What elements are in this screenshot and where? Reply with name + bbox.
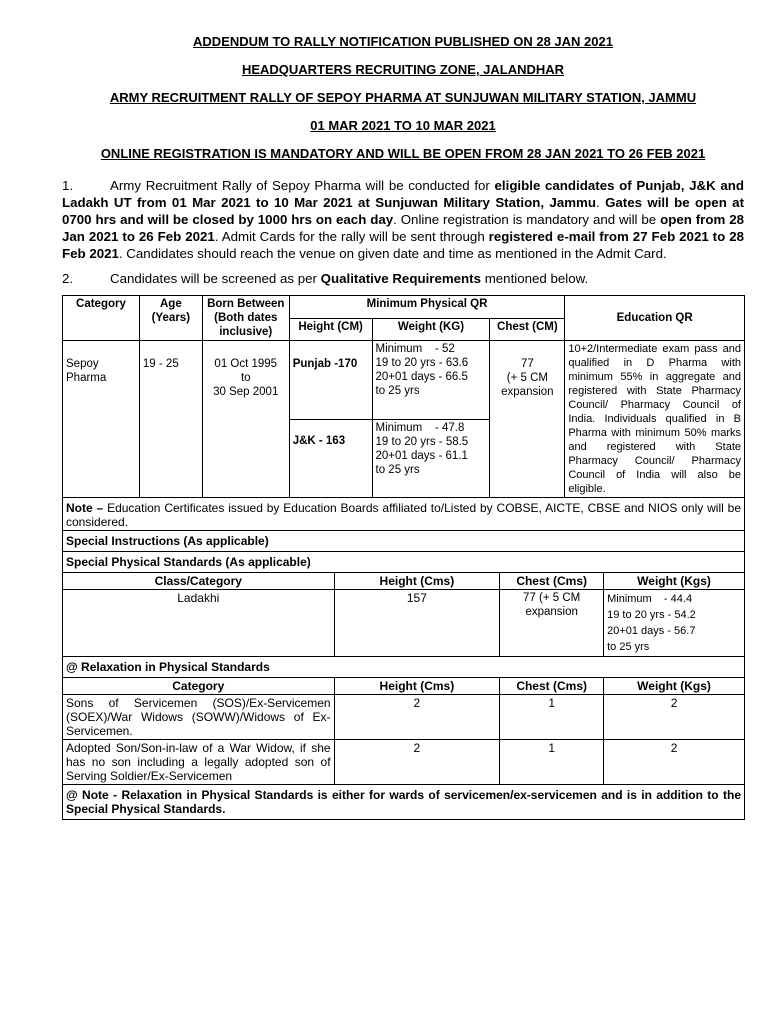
sp-header-class: Class/Category <box>63 573 335 590</box>
heading-registration: ONLINE REGISTRATION IS MANDATORY AND WILL BE OPEN FROM 28 JAN 2021 TO 26 FEB 2021 <box>100 146 706 161</box>
rx-header-weight: Weight (Kgs) <box>604 678 745 695</box>
sp-header-weight: Weight (Kgs) <box>604 573 745 590</box>
rx-cell-height: 2 <box>334 740 500 785</box>
cell-age: 19 - 25 <box>139 341 202 498</box>
cell-height-punjab: Punjab -170 <box>289 341 372 420</box>
special-standards-table <box>62 573 745 820</box>
header-weight: Weight (KG) <box>372 318 490 341</box>
sp-header-height: Height (Cms) <box>334 573 500 590</box>
special-instructions: Special Instructions (As applicable) <box>63 531 745 552</box>
rx-cell-chest: 1 <box>500 740 604 785</box>
sp-cell-chest: 77 (+ 5 CM expansion <box>500 590 604 657</box>
rx-cell-category: Adopted Son/Son-in-law of a War Widow, if she has no son including a legally adopted son of Serving Soldier/Ex-Servicemen <box>63 740 335 785</box>
document-page <box>62 30 744 820</box>
cell-height-jk: J&K - 163 <box>289 419 372 498</box>
cell-weight-jk: Minimum - 47.8 19 to 20 yrs - 58.5 20+01 days - 61.1 to 25 yrs <box>372 419 490 498</box>
sp-cell-weight: Minimum - 44.4 19 to 20 yrs - 54.2 20+01 days - 56.7 to 25 yrs <box>604 590 745 657</box>
rx-cell-category: Sons of Servicemen (SOS)/Ex-Servicemen (SOEX)/War Widows (SOWW)/Widows of Ex-Servicemen. <box>63 695 335 740</box>
rx-cell-weight: 2 <box>604 695 745 740</box>
sp-cell-height: 157 <box>334 590 500 657</box>
rx-header-height: Height (Cms) <box>334 678 500 695</box>
header-age: Age (Years) <box>139 296 202 341</box>
relaxation-title: @ Relaxation in Physical Standards <box>63 657 745 678</box>
header-education-qr: Education QR <box>565 296 745 341</box>
header-min-physical-qr: Minimum Physical QR <box>289 296 565 319</box>
rx-cell-chest: 1 <box>500 695 604 740</box>
cell-education: 10+2/Intermediate exam pass and qualified in D Pharma with minimum 55% in aggregate and registered with State Pharmacy Council/ Pharmacy Council of India. Individuals qualified in B Pharma with minimum 50% marks and registered with State Pharmacy Council/ Pharmacy Council of India will also be eligible. <box>565 341 745 498</box>
special-physical-standards: Special Physical Standards (As applicable) <box>63 552 745 573</box>
rx-cell-height: 2 <box>334 695 500 740</box>
header-height: Height (CM) <box>289 318 372 341</box>
cell-chest: 77 (+ 5 CM expansion <box>490 341 565 498</box>
note-education: Note – Education Certificates issued by Education Boards affiliated to/Listed by COBSE, AICTE, CBSE and NIOS only will be considered. <box>63 498 745 531</box>
sp-cell-class: Ladakhi <box>63 590 335 657</box>
header-born: Born Between (Both dates inclusive) <box>202 296 289 341</box>
table-row <box>63 740 745 785</box>
cell-born: 01 Oct 1995 to 30 Sep 2001 <box>202 341 289 498</box>
table-row <box>63 695 745 740</box>
paragraph-number: 1. <box>62 178 74 193</box>
heading-dates: 01 MAR 2021 TO 10 MAR 2021 <box>310 118 496 133</box>
rx-header-chest: Chest (Cms) <box>500 678 604 695</box>
header-category: Category <box>63 296 140 341</box>
paragraph-1: 1. Army Recruitment Rally of Sepoy Pharma will be conducted for eligible candidates of Punjab, J&K and Ladakh UT from 01 Mar 2021 to 10 Mar 2021 at Sunjuwan Military Station, Jammu. Gates will be open at 0700 hrs and will be closed by 1000 hrs on each day. Online registration is mandatory and will be open from 28 Jan 2021 to 26 Feb 2021. Admit Cards for the rally will be sent through registered e-mail from 27 Feb 2021 to 28 Feb 2021. Candidates should reach the venue on given date and time as mentioned in the Admit Card. <box>62 178 745 261</box>
paragraph-number: 2. <box>62 271 74 286</box>
heading-rally: ARMY RECRUITMENT RALLY OF SEPOY PHARMA AT SUNJUWAN MILITARY STATION, JAMMU <box>109 90 697 105</box>
cell-weight-punjab: Minimum - 52 19 to 20 yrs - 63.6 20+01 days - 66.5 to 25 yrs <box>372 341 490 420</box>
rx-header-category: Category <box>63 678 335 695</box>
rx-cell-weight: 2 <box>604 740 745 785</box>
paragraph-2: 2. Candidates will be screened as per Qualitative Requirements mentioned below. <box>62 271 589 286</box>
heading-addendum: ADDENDUM TO RALLY NOTIFICATION PUBLISHED ON 28 JAN 2021 <box>193 34 613 49</box>
header-chest: Chest (CM) <box>490 318 565 341</box>
sp-header-chest: Chest (Cms) <box>500 573 604 590</box>
final-note: @ Note - Relaxation in Physical Standards is either for wards of servicemen/ex-servicemen and is in addition to the Special Physical Standards. <box>63 785 745 820</box>
cell-category: Sepoy Pharma <box>63 341 140 498</box>
heading-hq: HEADQUARTERS RECRUITING ZONE, JALANDHAR <box>241 62 565 77</box>
qualitative-requirements-table <box>62 295 745 573</box>
